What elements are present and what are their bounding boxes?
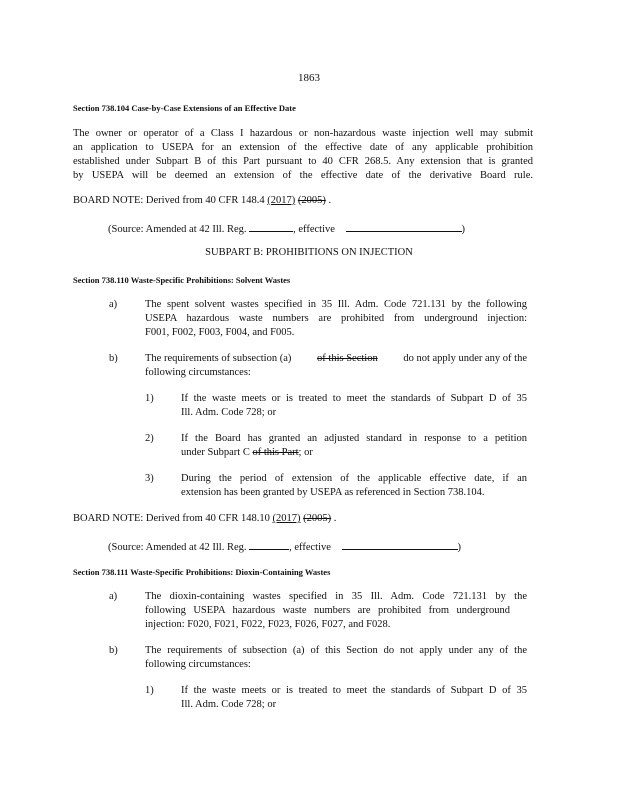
- source-text: (Source: Amended at 42 Ill. Reg.: [108, 542, 247, 553]
- subsection-b-line-2: following circumstances:: [145, 659, 251, 670]
- subsection-a-line-3: F001, F002, F003, F004, and F005.: [145, 327, 295, 338]
- section-738-104-line-2: an application to USEPA for an extension of the effective date of any applicable prohibition: [73, 142, 533, 153]
- section-738-104-line-4: by USEPA will be deemed an extension of the effective date of the derivative Board rule.: [73, 170, 533, 181]
- item-1-line-1: If the waste meets or is treated to meet the standards of Subpart D of 35: [181, 685, 527, 696]
- item-1-line-2: Ill. Adm. Code 728; or: [181, 699, 277, 710]
- section-738-104-heading: Section 738.104 Case-by-Case Extensions of an Effective Date: [73, 103, 296, 113]
- subsection-b-line-1: [145, 353, 527, 364]
- item-1-line-1: If the waste meets or is treated to meet the standards of Subpart D of 35: [181, 393, 527, 404]
- source-note-104: [108, 221, 465, 235]
- source-end: ): [461, 224, 466, 235]
- b-text-pre: The requirements of subsection (a): [145, 353, 292, 364]
- section-738-110-heading: Section 738.110 Waste-Specific Prohibitions: Solvent Wastes: [73, 275, 291, 285]
- subsection-a-line-1: The spent solvent wastes specified in 35 Ill. Adm. Code 721.131 by the following: [145, 299, 527, 310]
- deleted-text: (2005): [303, 513, 332, 524]
- b-text-post: do not apply under any of the: [403, 353, 527, 364]
- item-2-text-pre: under Subpart C: [181, 447, 250, 458]
- deleted-text: of this Section: [317, 353, 378, 364]
- item-3-line-1: During the period of extension of the applicable effective date, if an: [181, 473, 527, 484]
- item-3-line-2: extension has been granted by USEPA as referenced in Section 738.104.: [181, 487, 485, 498]
- reg-blank: [249, 539, 289, 550]
- source-effective: , effective: [293, 224, 335, 235]
- item-1-label: 1): [145, 393, 154, 404]
- effective-blank: [342, 539, 458, 550]
- page-number: 1863: [298, 72, 320, 84]
- section-738-111-heading: Section 738.111 Waste-Specific Prohibitions: Dioxin-Containing Wastes: [73, 567, 331, 577]
- item-2-text-post: ; or: [298, 447, 313, 458]
- subsection-a-line-1: The dioxin-containing wastes specified in 35 Ill. Adm. Code 721.131 by the: [145, 591, 527, 602]
- subsection-b-label: b): [109, 353, 118, 364]
- inserted-text: (2017): [272, 513, 301, 524]
- subsection-a-label: a): [109, 591, 118, 602]
- item-3-label: 3): [145, 473, 154, 484]
- subpart-title: SUBPART B: PROHIBITIONS ON INJECTION: [205, 247, 413, 258]
- subsection-b-line-2: following circumstances:: [145, 367, 251, 378]
- subsection-a-line-2: USEPA hazardous waste numbers are prohibited from underground injection:: [145, 313, 527, 324]
- subsection-a-line-3: injection: F020, F021, F022, F023, F026, F027, and F028.: [145, 619, 391, 630]
- subsection-a-label: a): [109, 299, 118, 310]
- subsection-b-line-1: The requirements of subsection (a) of this Section do not apply under any of the: [145, 645, 527, 656]
- section-738-104-line-3: established under Subpart B of this Part pursuant to 40 CFR 268.5. Any extension that is granted: [73, 156, 533, 167]
- board-note-text: BOARD NOTE: Derived from 40 CFR 148.10: [73, 513, 270, 524]
- source-effective: , effective: [289, 542, 331, 553]
- source-note-110: [108, 539, 461, 553]
- inserted-text: (2017): [267, 195, 296, 206]
- item-2-label: 2): [145, 433, 154, 444]
- item-1-line-2: Ill. Adm. Code 728; or: [181, 407, 277, 418]
- subsection-b-label: b): [109, 645, 118, 656]
- deleted-text: of this Part: [252, 447, 299, 458]
- board-note-end: .: [333, 513, 337, 524]
- item-2-line-1: If the Board has granted an adjusted standard in response to a petition: [181, 433, 527, 444]
- section-738-104-line-1: The owner or operator of a Class I hazardous or non-hazardous waste injection well may submit: [73, 128, 533, 139]
- board-note-end: .: [328, 195, 332, 206]
- effective-blank: [346, 221, 462, 232]
- board-note-110: [73, 513, 336, 524]
- board-note-104: [73, 195, 331, 206]
- source-text: (Source: Amended at 42 Ill. Reg.: [108, 224, 247, 235]
- deleted-text: (2005): [297, 195, 326, 206]
- source-end: ): [457, 542, 462, 553]
- item-1-label: 1): [145, 685, 154, 696]
- reg-blank: [249, 221, 293, 232]
- subsection-a-line-2: following USEPA hazardous waste numbers are prohibited from underground: [145, 605, 510, 616]
- item-2-line-2: [181, 447, 313, 458]
- board-note-text: BOARD NOTE: Derived from 40 CFR 148.4: [73, 195, 265, 206]
